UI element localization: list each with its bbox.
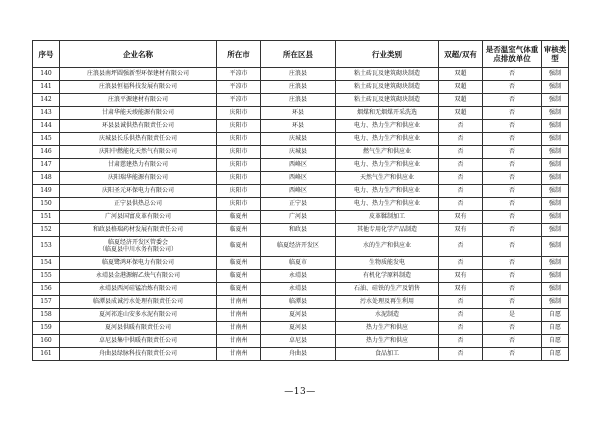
ghg-cell: 否	[483, 94, 542, 107]
city-cell: 庆阳市	[217, 146, 261, 159]
serial-cell: 156	[33, 283, 60, 296]
serial-cell: 141	[33, 81, 60, 94]
ghg-cell: 否	[483, 107, 542, 120]
county-cell: 庄浪县	[261, 68, 336, 81]
serial-cell: 158	[33, 309, 60, 322]
dual-status-cell: 否	[439, 335, 483, 348]
ghg-cell: 否	[483, 68, 542, 81]
county-cell: 正宁县	[261, 198, 336, 211]
table-row	[33, 146, 569, 159]
county-cell: 临潭县	[261, 296, 336, 309]
serial-cell: 148	[33, 172, 60, 185]
company-name-cell: 临潭县成诚污水处理有限责任公司	[60, 296, 217, 309]
audit-type-cell: 强制	[542, 211, 569, 224]
city-cell: 临夏州	[217, 211, 261, 224]
industry-cell: 粘土砖瓦及建筑砌块制造	[336, 68, 439, 81]
industry-cell: 热力生产和供应	[336, 335, 439, 348]
audit-type-cell: 强制	[542, 257, 569, 270]
dual-status-cell: 双超	[439, 81, 483, 94]
dual-status-cell: 否	[439, 309, 483, 322]
table-row	[33, 335, 569, 348]
audit-type-cell: 自愿	[542, 322, 569, 335]
table-body	[33, 68, 569, 361]
company-name-cell: 庆阳瑞华能源有限公司	[60, 172, 217, 185]
dual-status-cell: 否	[439, 120, 483, 133]
table-row	[33, 348, 569, 361]
serial-cell: 155	[33, 270, 60, 283]
header-city: 所在市	[217, 41, 261, 68]
table-row	[33, 172, 569, 185]
company-name-cell: 庆城县长乐供热有限责任公司	[60, 133, 217, 146]
city-cell: 庆阳市	[217, 198, 261, 211]
audit-type-cell: 强制	[542, 146, 569, 159]
dual-status-cell: 否	[439, 146, 483, 159]
audit-type-cell: 强制	[542, 120, 569, 133]
city-cell: 临夏州	[217, 283, 261, 296]
city-cell: 甘南州	[217, 348, 261, 361]
ghg-cell: 否	[483, 146, 542, 159]
industry-cell: 粘土砖瓦及建筑砌块制造	[336, 81, 439, 94]
company-name-cell: 庆阳中燃能化天然气有限公司	[60, 146, 217, 159]
industry-cell: 其他专用化学产品制造	[336, 224, 439, 237]
audit-type-cell: 自愿	[542, 348, 569, 361]
serial-cell: 152	[33, 224, 60, 237]
company-name-cell: 舟曲县绿脉科技有限责任公司	[60, 348, 217, 361]
header-dual: 双超/双有	[439, 41, 483, 68]
county-cell: 庆城县	[261, 133, 336, 146]
serial-cell: 154	[33, 257, 60, 270]
city-cell: 平凉市	[217, 81, 261, 94]
industry-cell: 电力、热力生产和供应业	[336, 185, 439, 198]
audit-type-cell: 强制	[542, 185, 569, 198]
serial-cell: 140	[33, 68, 60, 81]
audit-type-cell: 自愿	[542, 335, 569, 348]
audit-type-cell: 强制	[542, 237, 569, 257]
ghg-cell: 否	[483, 237, 542, 257]
county-cell: 庄浪县	[261, 94, 336, 107]
county-cell: 夏河县	[261, 322, 336, 335]
company-name-cell: 甘肃慈建热力有限公司	[60, 159, 217, 172]
header-ghg: 是否温室气体重点排放单位	[483, 41, 542, 68]
audit-type-cell: 强制	[542, 270, 569, 283]
company-name-cell: 永靖县西河硅锰冶炼有限公司	[60, 283, 217, 296]
city-cell: 甘南州	[217, 296, 261, 309]
industry-cell: 水泥制造	[336, 309, 439, 322]
table-row	[33, 107, 569, 120]
serial-cell: 157	[33, 296, 60, 309]
page-number: —13—	[284, 387, 316, 397]
dual-status-cell: 双有	[439, 270, 483, 283]
table-row	[33, 81, 569, 94]
county-cell: 西峰区	[261, 159, 336, 172]
table-row	[33, 224, 569, 237]
county-cell: 临夏市	[261, 257, 336, 270]
company-name-cell: 庄浪县南坪圆强新型环保建材有限公司	[60, 68, 217, 81]
dual-status-cell: 否	[439, 348, 483, 361]
dual-status-cell: 否	[439, 172, 483, 185]
industry-cell: 皮革鞣制加工	[336, 211, 439, 224]
dual-status-cell: 否	[439, 133, 483, 146]
city-cell: 庆阳市	[217, 133, 261, 146]
city-cell: 临夏州	[217, 257, 261, 270]
city-cell: 平凉市	[217, 68, 261, 81]
ghg-cell: 否	[483, 283, 542, 296]
county-cell: 庆城县	[261, 146, 336, 159]
dual-status-cell: 双有	[439, 283, 483, 296]
audit-type-cell: 强制	[542, 172, 569, 185]
company-name-cell: 正宁县供热总公司	[60, 198, 217, 211]
dual-status-cell: 双超	[439, 107, 483, 120]
dual-status-cell: 双有	[439, 211, 483, 224]
company-name-cell: 甘肃华能天竣能源有限公司	[60, 107, 217, 120]
audit-type-cell: 强制	[542, 283, 569, 296]
serial-cell: 143	[33, 107, 60, 120]
ghg-cell: 否	[483, 224, 542, 237]
dual-status-cell: 否	[439, 185, 483, 198]
county-cell: 环县	[261, 120, 336, 133]
table-row	[33, 120, 569, 133]
city-cell: 平凉市	[217, 94, 261, 107]
table-row	[33, 68, 569, 81]
serial-cell: 145	[33, 133, 60, 146]
county-cell: 卓尼县	[261, 335, 336, 348]
city-cell: 庆阳市	[217, 107, 261, 120]
audit-type-cell: 强制	[542, 159, 569, 172]
industry-cell: 天然气生产和供应业	[336, 172, 439, 185]
industry-cell: 燃气生产和供应业	[336, 146, 439, 159]
header-serial: 序号	[33, 41, 60, 68]
county-cell: 广河县	[261, 211, 336, 224]
ghg-cell: 否	[483, 270, 542, 283]
audit-type-cell: 强制	[542, 81, 569, 94]
audit-type-cell: 强制	[542, 68, 569, 81]
ghg-cell: 否	[483, 159, 542, 172]
company-name-cell: 庄浪县恒福科技发展有限公司	[60, 81, 217, 94]
table-row	[33, 133, 569, 146]
company-name-cell: 和政县格瑞药材发展有限责任公司	[60, 224, 217, 237]
ghg-cell: 否	[483, 81, 542, 94]
city-cell: 庆阳市	[217, 120, 261, 133]
table-row	[33, 159, 569, 172]
company-name-cell: 临夏鹭鸿环保电力有限公司	[60, 257, 217, 270]
industry-cell: 电力、热力生产和供应业	[336, 120, 439, 133]
dual-status-cell: 双超	[439, 94, 483, 107]
table-row	[33, 198, 569, 211]
audit-type-cell: 强制	[542, 133, 569, 146]
county-cell: 环县	[261, 107, 336, 120]
audit-type-cell: 强制	[542, 296, 569, 309]
table-row	[33, 211, 569, 224]
city-cell: 甘南州	[217, 335, 261, 348]
city-cell: 临夏州	[217, 224, 261, 237]
enterprise-table	[32, 40, 569, 361]
company-name-cell: 庄浪平源建材有限公司	[60, 94, 217, 107]
company-name-cell: 永靖县金港源解乙炔气有限公司	[60, 270, 217, 283]
company-name-cell: 环县县诚供热有限责任公司	[60, 120, 217, 133]
ghg-cell: 否	[483, 198, 542, 211]
ghg-cell: 否	[483, 257, 542, 270]
industry-cell: 热力生产和供应	[336, 322, 439, 335]
dual-status-cell: 否	[439, 159, 483, 172]
table-row	[33, 185, 569, 198]
company-name-cell	[60, 237, 217, 257]
table-row	[33, 257, 569, 270]
table-row	[33, 296, 569, 309]
table-row	[33, 270, 569, 283]
serial-cell: 161	[33, 348, 60, 361]
company-name-cell: 庆阳圣元环保电力有限公司	[60, 185, 217, 198]
serial-cell: 147	[33, 159, 60, 172]
county-cell: 夏河县	[261, 309, 336, 322]
ghg-cell: 否	[483, 322, 542, 335]
header-company: 企业名称	[60, 41, 217, 68]
serial-cell: 153	[33, 237, 60, 257]
header-county: 所在区县	[261, 41, 336, 68]
county-cell: 永靖县	[261, 270, 336, 283]
company-name-cell: 广河县国富皮革有限公司	[60, 211, 217, 224]
city-cell: 庆阳市	[217, 159, 261, 172]
industry-cell: 电力、热力生产和供应业	[336, 159, 439, 172]
industry-cell: 生物质能发电	[336, 257, 439, 270]
industry-cell: 石油、硅铁的生产及销售	[336, 283, 439, 296]
city-cell: 庆阳市	[217, 185, 261, 198]
table-header-row	[33, 41, 569, 68]
industry-cell: 食品加工	[336, 348, 439, 361]
audit-type-cell: 自愿	[542, 309, 569, 322]
header-audit: 审核类型	[542, 41, 569, 68]
table-row	[33, 283, 569, 296]
table-row	[33, 94, 569, 107]
serial-cell: 150	[33, 198, 60, 211]
serial-cell: 146	[33, 146, 60, 159]
ghg-cell: 否	[483, 120, 542, 133]
audit-type-cell: 强制	[542, 224, 569, 237]
audit-type-cell: 强制	[542, 94, 569, 107]
company-name-line: （临夏县中川水务有限公司）	[98, 245, 177, 253]
serial-cell: 144	[33, 120, 60, 133]
ghg-cell: 否	[483, 185, 542, 198]
serial-cell: 151	[33, 211, 60, 224]
industry-cell: 电力、热力生产和供应业	[336, 133, 439, 146]
table-row	[33, 309, 569, 322]
city-cell: 甘南州	[217, 309, 261, 322]
county-cell: 西峰区	[261, 185, 336, 198]
dual-status-cell: 否	[439, 237, 483, 257]
ghg-cell: 否	[483, 335, 542, 348]
dual-status-cell: 双超	[439, 68, 483, 81]
city-cell: 临夏州	[217, 270, 261, 283]
ghg-cell: 是	[483, 309, 542, 322]
dual-status-cell: 否	[439, 257, 483, 270]
company-name-line: 临夏经济开发区管委会	[107, 238, 168, 246]
audit-type-cell: 强制	[542, 198, 569, 211]
dual-status-cell: 否	[439, 198, 483, 211]
city-cell: 庆阳市	[217, 172, 261, 185]
county-cell: 庄浪县	[261, 81, 336, 94]
serial-cell: 149	[33, 185, 60, 198]
audit-type-cell: 强制	[542, 107, 569, 120]
dual-status-cell: 双有	[439, 224, 483, 237]
industry-cell: 电力、热力生产和供应业	[336, 198, 439, 211]
dual-status-cell: 否	[439, 296, 483, 309]
ghg-cell: 否	[483, 296, 542, 309]
industry-cell: 水的生产和供应业	[336, 237, 439, 257]
document-page	[32, 40, 568, 361]
table-row	[33, 237, 569, 257]
county-cell: 临夏经济开发区	[261, 237, 336, 257]
ghg-cell: 否	[483, 133, 542, 146]
county-cell: 永靖县	[261, 283, 336, 296]
county-cell: 舟曲县	[261, 348, 336, 361]
industry-cell: 有机化学原料制造	[336, 270, 439, 283]
serial-cell: 160	[33, 335, 60, 348]
industry-cell: 粘土砖瓦及建筑砌块制造	[336, 94, 439, 107]
ghg-cell: 否	[483, 211, 542, 224]
ghg-cell: 否	[483, 172, 542, 185]
city-cell: 甘南州	[217, 322, 261, 335]
county-cell: 西峰区	[261, 172, 336, 185]
industry-cell: 烟煤和无烟煤开采洗选	[336, 107, 439, 120]
city-cell: 临夏州	[217, 237, 261, 257]
dual-status-cell: 否	[439, 322, 483, 335]
serial-cell: 142	[33, 94, 60, 107]
company-name-cell: 夏河县供暖有限责任公司	[60, 322, 217, 335]
serial-cell: 159	[33, 322, 60, 335]
header-industry: 行业类别	[336, 41, 439, 68]
company-name-cell: 卓尼县集中供暖有限责任公司	[60, 335, 217, 348]
ghg-cell: 否	[483, 348, 542, 361]
county-cell: 和政县	[261, 224, 336, 237]
table-row	[33, 322, 569, 335]
industry-cell: 污水处理及再生利用	[336, 296, 439, 309]
company-name-cell: 夏河祁连山安多水泥有限公司	[60, 309, 217, 322]
